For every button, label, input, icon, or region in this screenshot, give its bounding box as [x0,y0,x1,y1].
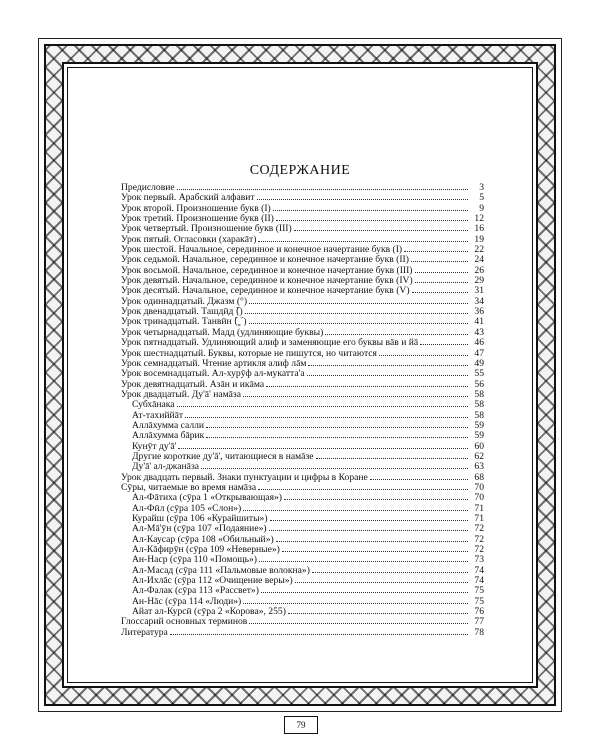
toc-leader-dots [325,334,468,335]
toc-entry-page: 78 [474,626,484,638]
toc-entry-title: Урок семнадцатый. Чтение артикля алиф лāм [121,358,307,369]
toc-leader-dots [270,520,468,521]
toc-entry-page: 63 [474,461,484,473]
toc-leader-dots [307,375,468,376]
toc-entry-page: 26 [474,264,484,276]
toc-entry-page: 36 [474,306,484,318]
toc-entry [121,555,484,565]
toc-entry-title: Урок девятый. Начальное, серединное и конечное начертание букв (IV) [121,276,413,287]
toc-entry-page: 74 [474,564,484,576]
toc-entry-page: 24 [474,254,484,266]
toc-entry-page: 31 [474,285,484,297]
toc-entry-title: Ду'ā' ал-джанāза [132,462,199,473]
toc-entry [121,607,484,617]
toc-leader-dots [276,541,468,542]
toc-entry-page: 58 [474,399,484,411]
toc-entry-page: 71 [474,502,484,514]
toc-entry [121,224,484,234]
toc-entry-title: Кунӯт ду'ā' [132,441,177,452]
toc-entry [121,504,484,514]
toc-entry-page: 16 [474,223,484,235]
toc-entry [121,493,484,503]
toc-entry [121,566,484,576]
toc-entry-title: Урок шестнадцатый. Буквы, которые не пишутся, но читаются [121,348,377,359]
toc-entry-page: 55 [474,368,484,380]
toc-leader-dots [273,210,468,211]
toc-entry-title: Ал-Каусар (сӯра 108 «Обильный») [132,534,274,545]
toc-entry [121,442,484,452]
toc-entry-page: 74 [474,575,484,587]
toc-entry [121,617,484,627]
toc-entry-page: 72 [474,544,484,556]
toc-entry [121,183,484,193]
toc-entry-page: 73 [474,554,484,566]
toc-entry-title: Урок девятнадцатый. Азāн и икāма [121,379,265,390]
toc-leader-dots [295,582,468,583]
page-number: 79 [284,716,318,734]
toc-leader-dots [201,468,468,469]
toc-leader-dots [243,396,468,397]
toc-leader-dots [370,479,468,480]
toc-leader-dots [257,199,468,200]
toc-entry [121,214,484,224]
toc-entry [121,390,484,400]
toc-entry [121,597,484,607]
toc-entry-page: 3 [479,182,484,193]
toc-entry-title: Другие короткие ду'ā', читающиеся в намāзе [132,451,314,462]
toc-entry-title: Урок одиннадцатый. Джазм (°) [121,296,248,307]
toc-entry [121,255,484,265]
toc-entry [121,473,484,483]
toc-entry-page: 70 [474,481,484,493]
toc-entry [121,204,484,214]
toc-leader-dots [243,510,468,511]
toc-entry-title: Урок двадцатый. Ду'ā' намāза [121,389,241,400]
toc-entry-title: Литература [121,627,168,638]
toc-leader-dots [420,344,468,345]
toc-entry [121,483,484,493]
toc-leader-dots [415,282,468,283]
toc-leader-dots [379,355,468,356]
toc-entry-page: 62 [474,450,484,462]
toc-entry-title: Урок пятый. Огласовки (харакāт) [121,234,257,245]
toc-entry [121,286,484,296]
toc-entry-title: Ал-Мā'ӯн (сӯра 107 «Подаяние») [132,524,267,535]
toc-entry-title: Ал-Фалак (сӯра 113 «Рассвет») [132,586,259,597]
toc-entry-page: 68 [474,471,484,483]
toc-entry-title: Āйат ал-Курсӣ (сӯра 2 «Корова», 255) [132,607,286,618]
toc-entry-title: Ал-Масад (сӯра 111 «Пальмовые волокна») [132,565,310,576]
toc-entry-title: Урок второй. Произношение букв (I) [121,203,271,214]
toc-entry-title: Урок седьмой. Начальное, серединное и конечное начертание букв (II) [121,255,409,266]
toc-leader-dots [258,489,468,490]
toc-leader-dots [206,427,468,428]
toc-entry [121,452,484,462]
toc-entry-page: 43 [474,326,484,338]
toc-leader-dots [276,220,468,221]
toc-leader-dots [284,499,468,500]
toc-entry-title: Курайш (сӯра 106 «Курайшиты») [132,514,268,524]
toc-entry [121,276,484,286]
toc-entry-page: 47 [474,347,484,359]
toc-entry [121,338,484,348]
toc-entry [121,297,484,307]
toc-leader-dots [249,323,468,324]
toc-leader-dots [245,313,468,314]
toc-entry-page: 76 [474,606,484,618]
toc-entry [121,628,484,638]
toc-entry-page: 60 [474,440,484,452]
toc-entry-page: 5 [479,192,484,204]
toc-entry [121,380,484,390]
toc-entry-title: Урок четырнадцатый. Мадд (удлиняющие буквы) [121,327,324,338]
toc-entry-title: Урок тринадцатый. Танвӣн (ً ٍ ٌ) [121,317,247,328]
toc-entry [121,328,484,338]
toc-entry-title: Ал-Ихлāс (сӯра 112 «Очищение веры») [132,576,293,587]
toc-entry-page: 59 [474,419,484,431]
toc-entry [121,235,484,245]
toc-entry-page: 75 [474,595,484,607]
toc-leader-dots [266,386,468,387]
toc-leader-dots [411,261,468,262]
toc-entry-title: Урок восьмой. Начальное, серединное и конечное начертание букв (III) [121,265,413,276]
toc-entry-page: 9 [479,202,484,214]
toc-entry-page: 41 [474,316,484,328]
toc-entry [121,307,484,317]
toc-entry-page: 46 [474,337,484,349]
toc-leader-dots [312,572,468,573]
toc-entry [121,266,484,276]
toc-leader-dots [404,251,468,252]
toc-leader-dots [316,458,469,459]
toc-leader-dots [185,417,468,418]
toc-entry-title: Урок восемнадцатый. Ал-хурӯф ал-мукатта'а [121,369,305,380]
toc-entry-title: Субхāнака [132,400,175,411]
toc-leader-dots [308,365,468,366]
toc-leader-dots [294,230,468,231]
toc-entry [121,193,484,203]
toc-entry-title: Урок третий. Произношение букв (II) [121,214,274,225]
toc-entry-title: Урок четвертый. Произношение букв (III) [121,224,292,235]
toc-entry [121,524,484,534]
toc-entry-page: 70 [474,492,484,504]
toc-entry-title: Урок пятнадцатый. Удлиняющий алиф и заменяющие его буквы вāв и йā [121,338,419,349]
toc-entry-page: 58 [474,409,484,421]
toc-entry [121,462,484,472]
toc-entry-page: 56 [474,378,484,390]
toc-entry-page: 59 [474,430,484,442]
toc-entry [121,317,484,327]
toc-entry [121,545,484,555]
toc-leader-dots [243,603,468,604]
toc-entry-page: 58 [474,388,484,400]
toc-entry-page: 49 [474,357,484,369]
toc-entry-title: Урок шестой. Начальное, серединное и конечное начертание букв (I) [121,245,403,256]
toc-entry-title: Ал-Фāтиха (сӯра 1 «Открывающая») [132,493,283,504]
toc-entry [121,359,484,369]
toc-entry-page: 29 [474,275,484,287]
toc-entry-title: Урок десятый. Начальное, серединное и конечное начертание букв (V) [121,286,410,297]
toc-entry [121,349,484,359]
toc-leader-dots [269,530,468,531]
toc-entry-page: 75 [474,585,484,597]
toc-entry-page: 72 [474,523,484,535]
toc-entry-title: Ан-Наср (сӯра 110 «Помощь») [132,555,257,566]
toc-entry [121,514,484,524]
toc-leader-dots [259,561,468,562]
toc-entry-title: Ал-Кāфирӯн (сӯра 109 «Неверные») [132,545,280,556]
toc-leader-dots [415,272,468,273]
toc-entry-page: 72 [474,533,484,545]
toc-leader-dots [177,189,468,190]
toc-entry-page: 77 [474,616,484,628]
toc-leader-dots [282,551,468,552]
toc-leader-dots [249,303,468,304]
toc-entry-title: Урок первый. Арабский алфавит [121,193,255,204]
toc-entry [121,576,484,586]
toc-entry-page: 71 [474,513,484,524]
toc-entry-title: Урок двенадцатый. Ташдӣд (ّ) [121,307,243,318]
toc-entry [121,535,484,545]
toc-entry-page: 12 [474,213,484,225]
toc-entry-title: Ал-Фӣл (сӯра 105 «Слон») [132,503,242,514]
toc-entry-page: 22 [474,244,484,256]
toc-leader-dots [412,292,468,293]
toc-entry [121,586,484,596]
toc-entry-title: Предисловие [121,183,175,193]
toc-entry [121,411,484,421]
toc-entry [121,400,484,410]
toc-entry [121,245,484,255]
toc-entry-page: 34 [474,295,484,307]
toc-leader-dots [261,592,468,593]
toc-entry-title: Аллāхумма салли [132,420,205,431]
toc-leader-dots [258,241,468,242]
toc-leader-dots [170,634,468,635]
toc-leader-dots [206,437,468,438]
toc-entry [121,421,484,431]
toc-leader-dots [177,406,468,407]
toc-entry-title: Аллāхумма бāрик [132,431,205,442]
toc-leader-dots [249,623,468,624]
toc-entry-title: Сӯры, читаемые во время намāза [121,482,257,493]
page-title: СОДЕРЖАНИЕ [249,163,351,178]
toc-entry-title: Урок двадцать первый. Знаки пунктуации и цифры в Коране [121,472,368,483]
toc-entry [121,369,484,379]
toc-leader-dots [288,613,468,614]
table-of-contents [121,183,484,638]
toc-entry-page: 19 [474,233,484,245]
toc-entry [121,431,484,441]
toc-entry-title: Ан-Нāс (сӯра 114 «Люди») [132,596,242,607]
toc-entry-title: Глоссарий основных терминов [121,617,248,628]
toc-entry-title: Ат-тахиййāт [132,410,184,421]
toc-leader-dots [178,448,468,449]
